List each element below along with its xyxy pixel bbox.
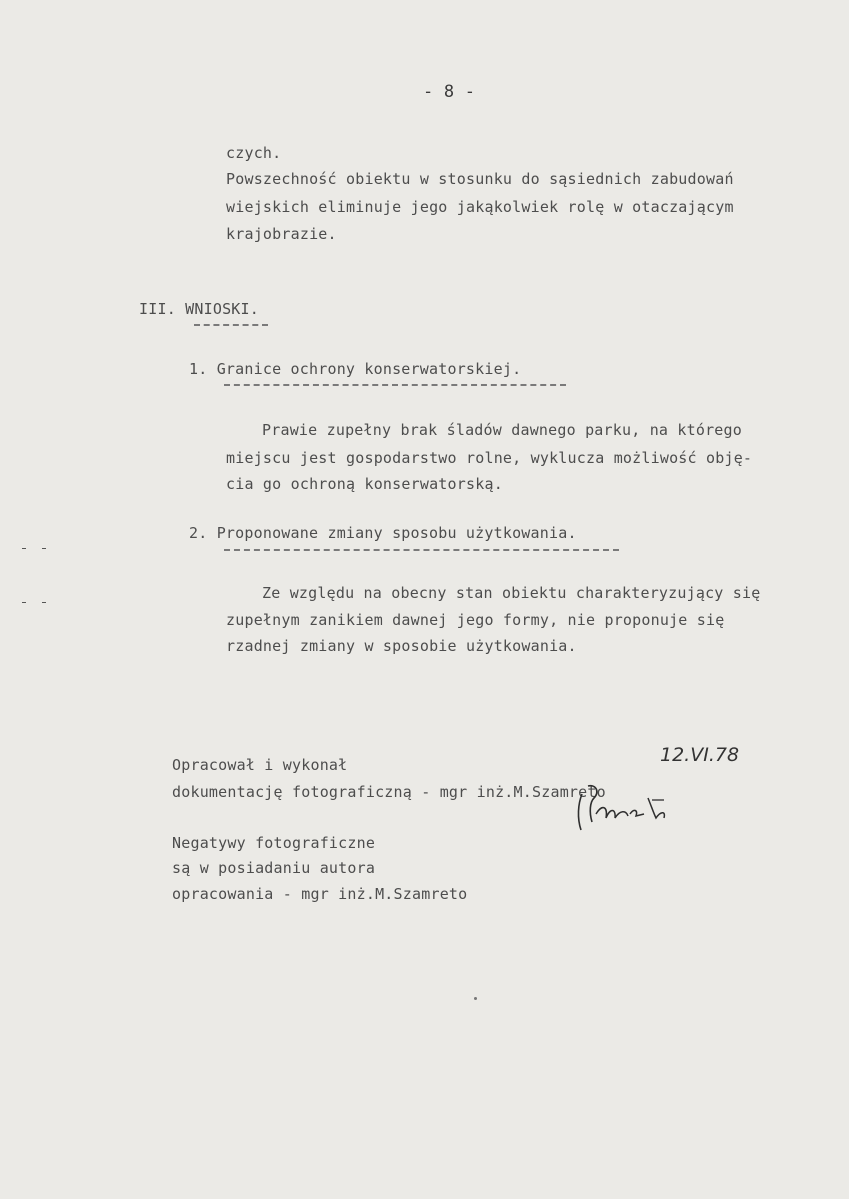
intro-line-2: Powszechność obiektu w stosunku do sąsiednich zabudowań: [226, 170, 734, 188]
item1-line-2: miejscu jest gospodarstwo rolne, wyklucza możliwość obję-: [226, 449, 753, 467]
margin-mark: [42, 602, 46, 603]
speck: [474, 997, 477, 1000]
item1-line-3: cia go ochroną konserwatorską.: [226, 475, 503, 493]
item2-line-3: rzadnej zmiany w sposobie użytkowania.: [226, 637, 577, 655]
item1-title: 1. Granice ochrony konserwatorskiej.: [189, 360, 522, 378]
intro-line-1: czych.: [226, 144, 282, 162]
section-heading: III. WNIOSKI.: [139, 300, 259, 318]
margin-mark: [42, 548, 46, 549]
handwritten-date: 12.VI.78: [660, 744, 740, 766]
page-number: - 8 -: [423, 82, 476, 102]
credits-line-5: opracowania - mgr inż.M.Szamreto: [172, 885, 468, 903]
section-heading-underline: [194, 324, 268, 326]
margin-mark: [22, 548, 26, 549]
item2-line-2: zupełnym zanikiem dawnej jego formy, nie proponuje się: [226, 611, 725, 629]
handwritten-signature: [568, 778, 678, 838]
credits-line-4: są w posiadaniu autora: [172, 859, 376, 877]
item2-title: 2. Proponowane zmiany sposobu użytkowania.: [189, 524, 577, 542]
intro-line-3: wiejskich eliminuje jego jakąkolwiek rolę w otaczającym: [226, 198, 734, 216]
credits-line-1: Opracował i wykonał: [172, 756, 348, 774]
margin-mark: [22, 602, 26, 603]
item1-title-underline: [224, 384, 566, 386]
intro-line-4: krajobrazie.: [226, 225, 337, 243]
item1-line-1: Prawie zupełny brak śladów dawnego parku, na którego: [262, 421, 742, 439]
item2-line-1: Ze względu na obecny stan obiektu charakteryzujący się: [262, 584, 761, 602]
credits-line-3: Negatywy fotograficzne: [172, 834, 376, 852]
item2-title-underline: [224, 549, 619, 551]
credits-line-2: dokumentację fotograficzną - mgr inż.M.Szamreto: [172, 783, 606, 801]
